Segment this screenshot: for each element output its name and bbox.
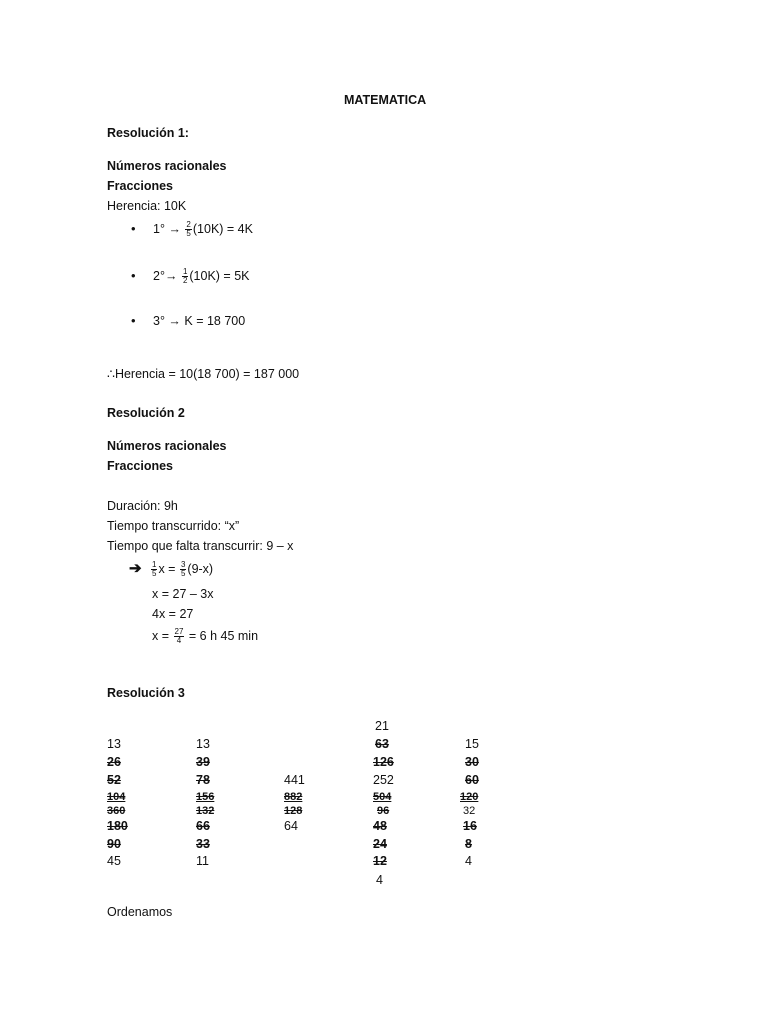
r2-eq-1: $\frac{1}{5}$ x = $\frac{3}{5}$ (9-x) <box>152 560 214 579</box>
arrow-icon: ➔ <box>129 560 142 577</box>
table-cell: 180 <box>107 819 128 833</box>
table-cell: 60 <box>465 773 479 787</box>
r1-topic-1: Números racionales <box>107 159 227 173</box>
r1-bullet-3: 3° → K = 18 700 <box>153 314 246 328</box>
arrow-icon: → <box>168 222 181 236</box>
table-cell: 882 <box>284 791 303 803</box>
table-cell: 504 <box>373 791 392 803</box>
r2-transcurrido: Tiempo transcurrido: “x” <box>107 519 240 533</box>
r1-bullet-2: 2°→ $\frac{1}{2}$ (10K) = 5K <box>153 267 250 286</box>
r2-eq-4: x = $\frac{27}{4}$ = 6 h 45 min <box>152 627 259 646</box>
footer-text: Ordenamos <box>107 905 173 919</box>
fraction: $\frac{3}{5}$ <box>180 560 186 579</box>
table-cell: 4 <box>376 873 383 887</box>
table-cell: 64 <box>284 819 298 833</box>
table-cell: 26 <box>107 755 121 769</box>
table-cell: 441 <box>284 773 305 787</box>
table-cell: 126 <box>373 755 394 769</box>
table-cell: 128 <box>284 805 303 817</box>
fraction: $\frac{2}{5}$ <box>186 220 191 239</box>
table-cell: 30 <box>465 755 479 769</box>
r2-topic-1: Números racionales <box>107 439 227 453</box>
table-cell: 15 <box>465 737 479 751</box>
r1-bullet-1: 1° → $\frac{2}{5}$ (10K) = 4K <box>153 220 253 239</box>
r1-conclusion: ∴Herencia = 10(18 700) = 187 000 <box>107 367 300 381</box>
table-cell: 24 <box>373 837 387 851</box>
r2-falta: Tiempo que falta transcurrir: 9 – x <box>107 539 294 553</box>
table-cell: 78 <box>196 773 210 787</box>
table-cell: 16 <box>463 819 477 833</box>
table-cell: 252 <box>373 773 394 787</box>
arrow-icon: → <box>164 269 178 283</box>
table-cell: 13 <box>196 737 210 751</box>
table-cell: 12 <box>373 854 387 868</box>
bullet-icon: • <box>131 313 136 328</box>
fraction: $\frac{1}{2}$ <box>182 267 188 286</box>
r1-herencia: Herencia: 10K <box>107 199 187 213</box>
table-cell: 52 <box>107 773 121 787</box>
table-cell: 45 <box>107 854 121 868</box>
bullet-icon: • <box>131 221 136 236</box>
table-cell: 96 <box>377 805 390 817</box>
table-cell: 104 <box>107 791 126 803</box>
table-cell: 4 <box>465 854 472 868</box>
table-cell: 66 <box>196 819 210 833</box>
table-cell: 8 <box>465 837 472 851</box>
fraction: $\frac{27}{4}$ <box>174 627 184 646</box>
r1-topic-2: Fracciones <box>107 179 174 193</box>
r2-eq-2: x = 27 – 3x <box>152 587 214 601</box>
table-cell: 132 <box>196 805 215 817</box>
table-cell: 120 <box>460 791 479 803</box>
bullet-icon: • <box>131 268 136 283</box>
table-cell: 63 <box>375 737 389 751</box>
table-cell: 32 <box>463 805 476 817</box>
r2-duracion: Duración: 9h <box>107 499 178 513</box>
r3-heading: Resolución 3 <box>107 686 185 700</box>
r2-eq-3: 4x = 27 <box>152 607 194 621</box>
table-cell: 13 <box>107 737 121 751</box>
r2-topic-2: Fracciones <box>107 459 174 473</box>
table-cell: 48 <box>373 819 387 833</box>
table-cell: 11 <box>196 854 209 868</box>
table-cell: 156 <box>196 791 215 803</box>
table-cell: 360 <box>107 805 126 817</box>
fraction: $\frac{1}{5}$ <box>152 560 157 579</box>
r1-heading: Resolución 1: <box>107 126 189 140</box>
table-cell: 21 <box>375 719 389 733</box>
table-cell: 39 <box>196 755 210 769</box>
r2-heading: Resolución 2 <box>107 406 185 420</box>
page-title: MATEMATICA <box>344 93 427 107</box>
table-cell: 33 <box>196 837 210 851</box>
table-cell: 90 <box>107 837 121 851</box>
